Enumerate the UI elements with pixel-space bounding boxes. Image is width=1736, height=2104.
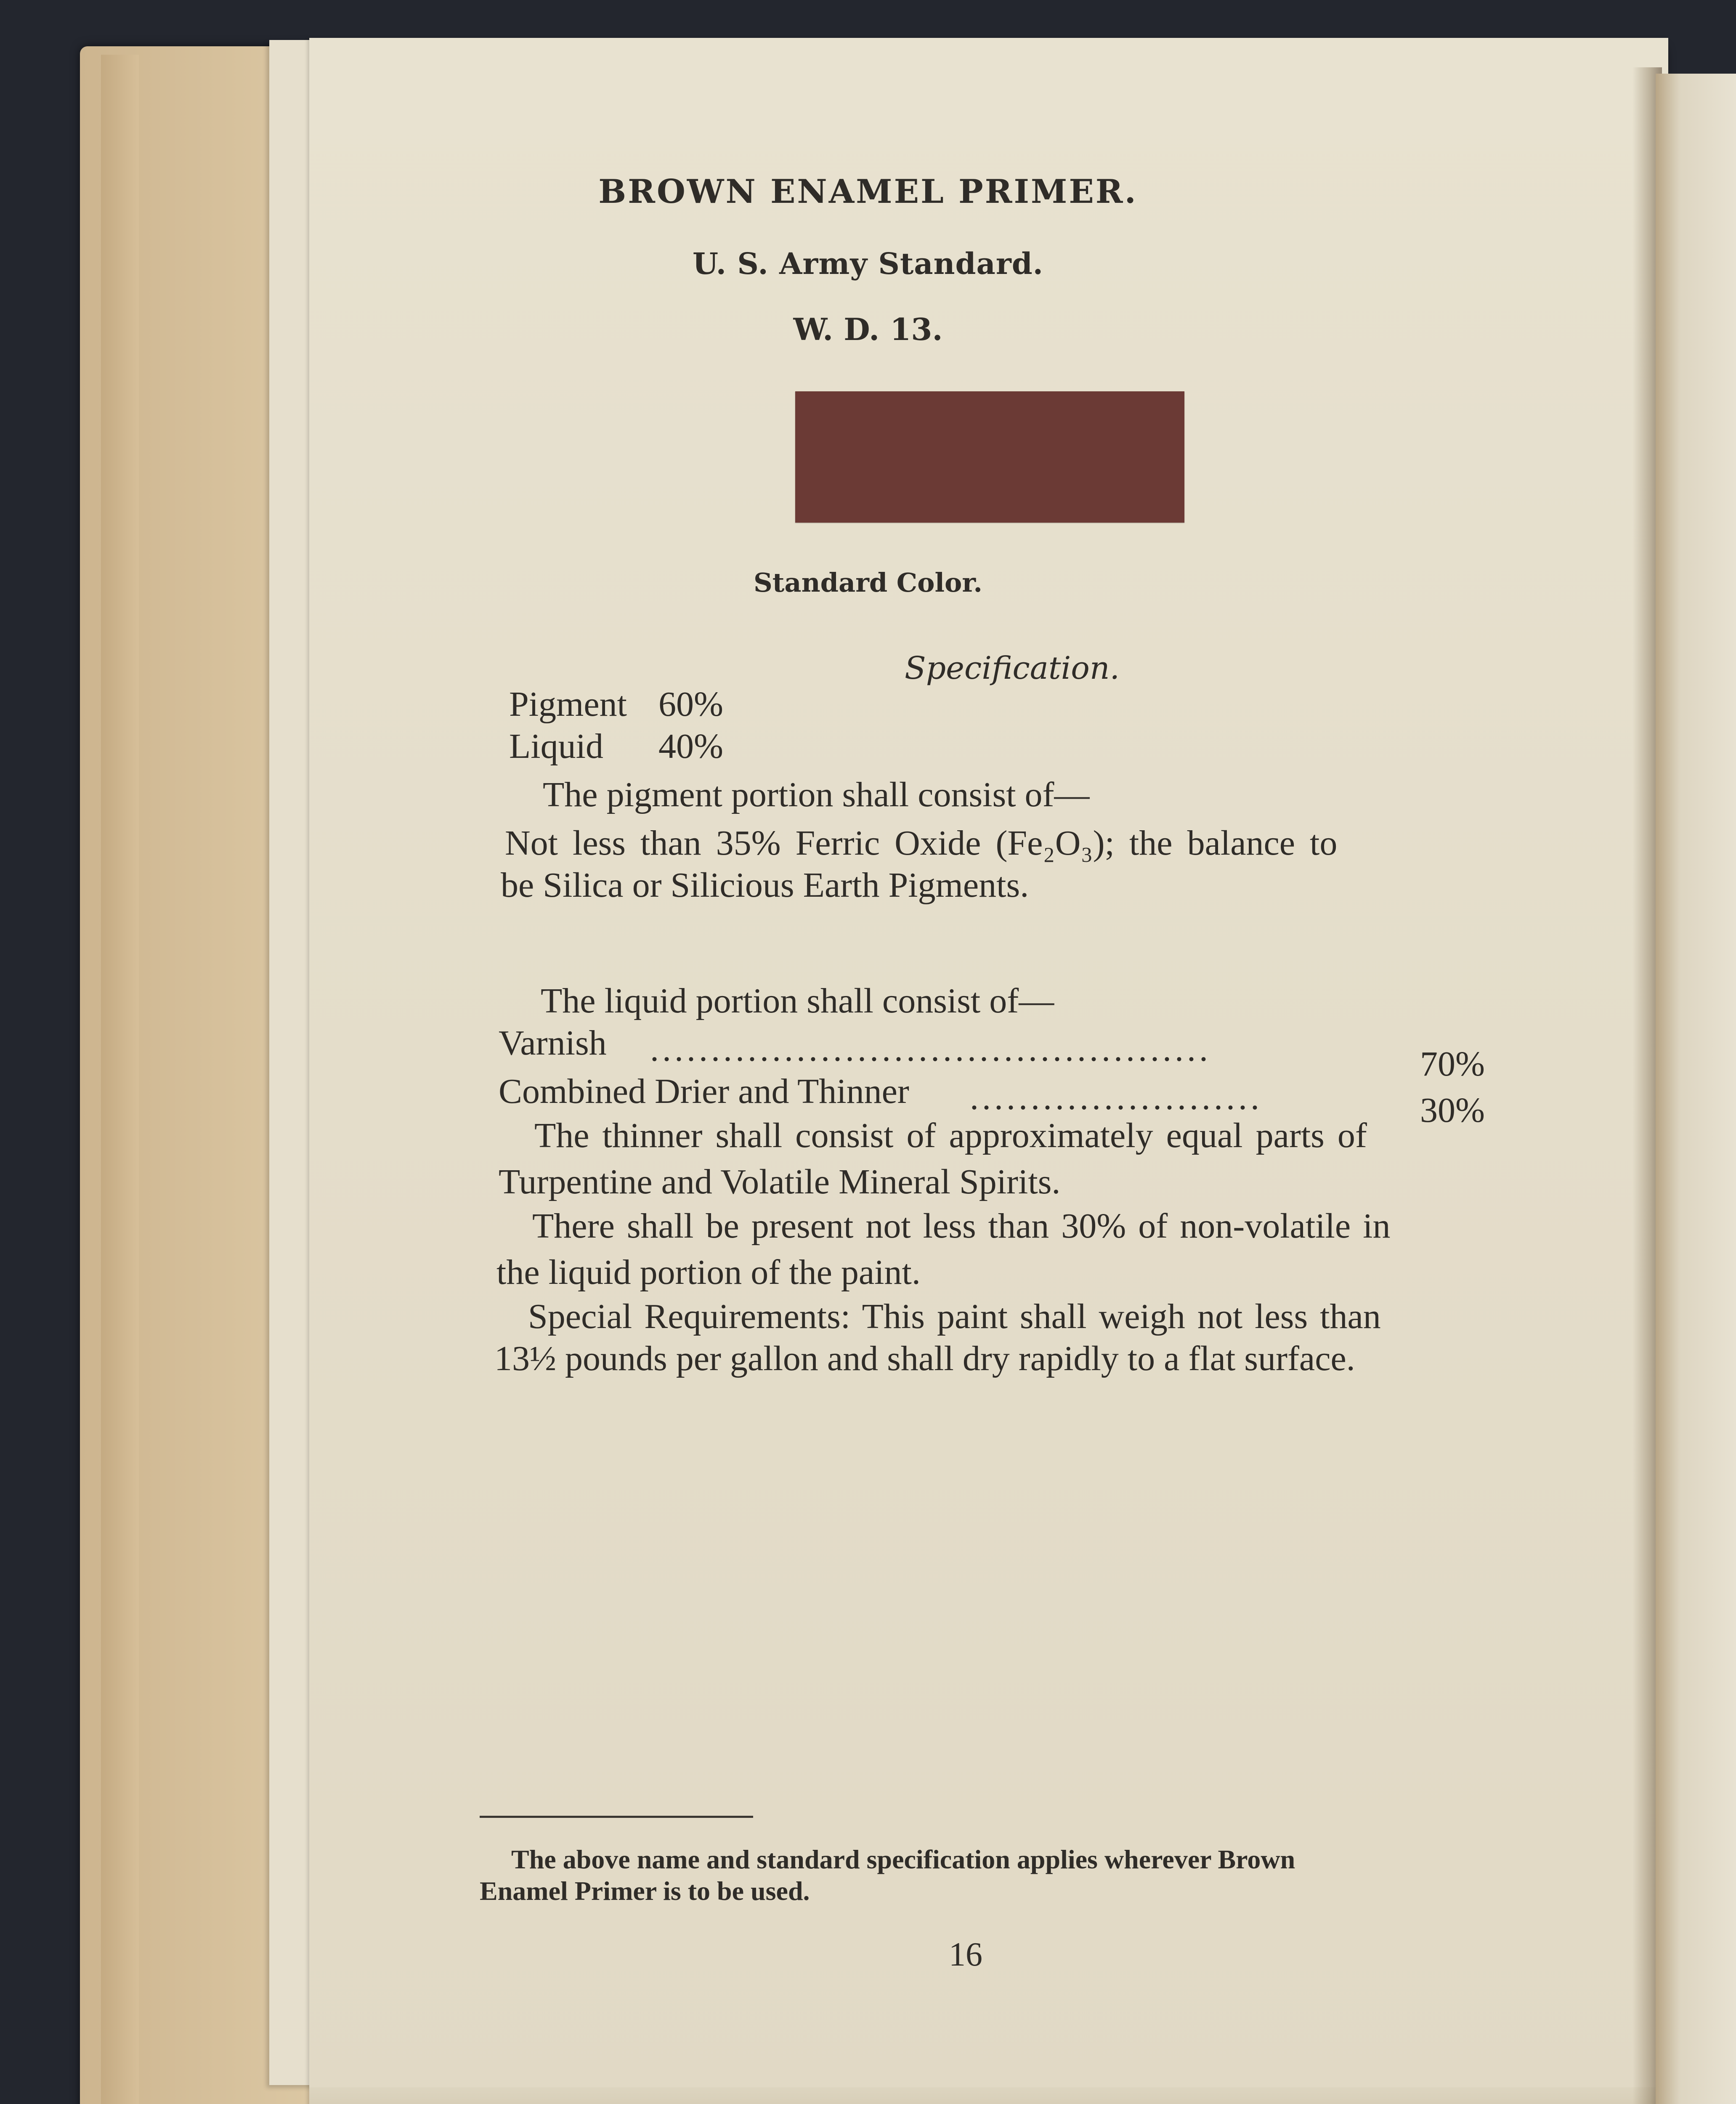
liquid-item-varnish-label: Varnish bbox=[499, 1023, 607, 1063]
page-bottom-edge bbox=[309, 2087, 1668, 2104]
footnote-line-2: Enamel Primer is to be used. bbox=[480, 1876, 810, 1906]
liquid-item-drier-value: 30% bbox=[1420, 1091, 1485, 1130]
nonvolatile-line-1: There shall be present not less than 30% of non-volatile in bbox=[532, 1206, 1391, 1246]
document-title: BROWN ENAMEL PRIMER. bbox=[598, 173, 1138, 211]
special-requirements-line-2: 13½ pounds per gallon and shall dry rapidly to a flat surface. bbox=[494, 1339, 1355, 1378]
pigment-spec-line-1: Not less than 35% Ferric Oxide (Fe₂O₃); the balance to bbox=[505, 824, 1338, 863]
footnote-line-1: The above name and standard specification applies wherever Brown bbox=[511, 1844, 1295, 1874]
cover-edge bbox=[101, 55, 139, 2104]
standard-code: W. D. 13. bbox=[793, 311, 943, 347]
document-subtitle: U. S. Army Standard. bbox=[692, 246, 1044, 281]
facing-page-edge bbox=[1656, 74, 1736, 2104]
specification-heading: Specification. bbox=[905, 650, 1120, 686]
composition-pigment-label: Pigment bbox=[509, 685, 627, 724]
liquid-item-drier-label: Combined Drier and Thinner bbox=[499, 1072, 909, 1111]
page-number: 16 bbox=[949, 1936, 982, 1973]
liquid-item-varnish-value: 70% bbox=[1420, 1044, 1485, 1084]
special-requirements-line-1: Special Requirements: This paint shall weigh not less than bbox=[528, 1297, 1381, 1336]
leader-dots: ........................ bbox=[970, 1078, 1263, 1117]
color-swatch bbox=[795, 391, 1184, 523]
swatch-caption: Standard Color. bbox=[754, 567, 982, 598]
composition-pigment-value: 60% bbox=[658, 685, 723, 724]
nonvolatile-line-2: the liquid portion of the paint. bbox=[496, 1253, 921, 1292]
leader-dots: .............................................. bbox=[650, 1030, 1211, 1069]
thinner-line-1: The thinner shall consist of approximately equal parts of bbox=[534, 1116, 1367, 1155]
pigment-spec-line-2: be Silica or Silicious Earth Pigments. bbox=[501, 866, 1029, 905]
composition-liquid-value: 40% bbox=[658, 727, 723, 766]
liquid-intro: The liquid portion shall consist of— bbox=[541, 981, 1054, 1020]
composition-liquid-label: Liquid bbox=[509, 727, 603, 766]
footnote-rule bbox=[480, 1816, 753, 1818]
pigment-intro: The pigment portion shall consist of— bbox=[543, 775, 1090, 814]
thinner-line-2: Turpentine and Volatile Mineral Spirits. bbox=[499, 1162, 1061, 1201]
